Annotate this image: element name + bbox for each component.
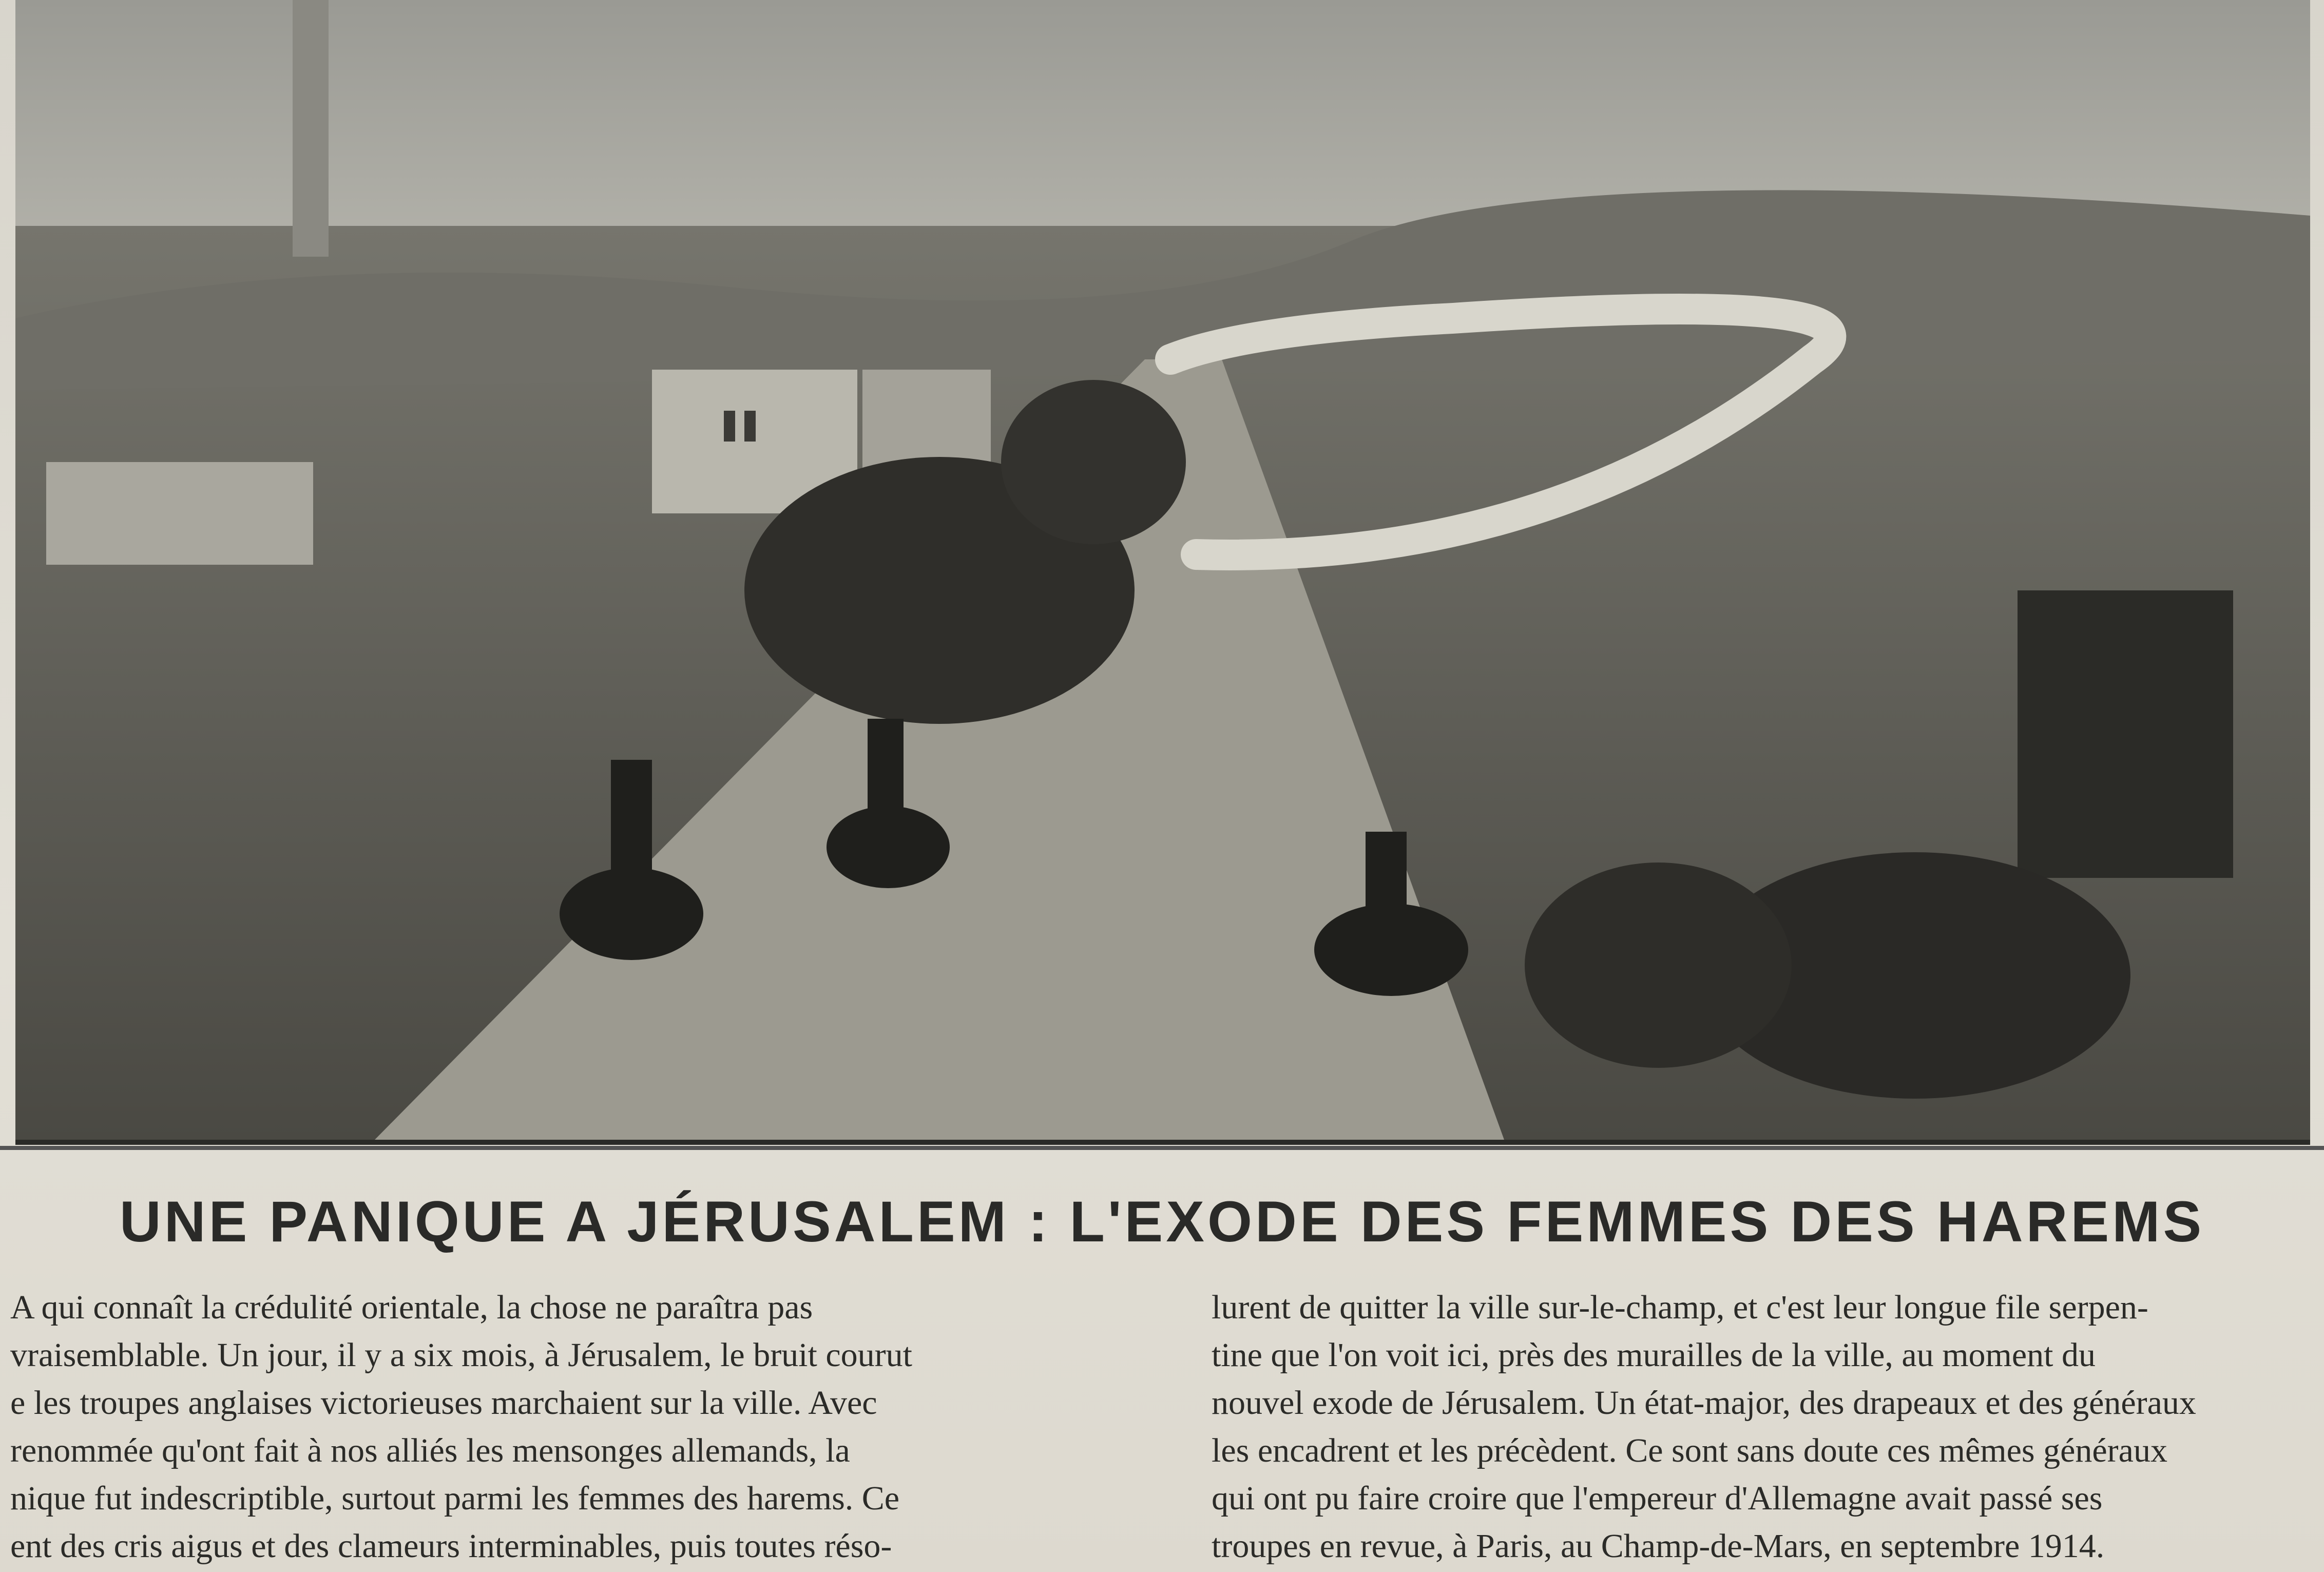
article-column-left [10,1283,1135,1570]
photo-illustration [15,0,2310,1140]
text-line: renommée qu'ont fait à nos alliés les mensonges allemands, la [10,1432,850,1469]
text-line: lurent de quitter la ville sur-le-champ, et c'est leur longue file serpen- [1212,1289,2148,1326]
text-line: nouvel exode de Jérusalem. Un état-major, des drapeaux et des généraux [1212,1384,2196,1422]
text-line: tine que l'on voit ici, près des murailles de la ville, au moment du [1212,1336,2096,1374]
text-line: ent des cris aigus et des clameurs interminables, puis toutes réso- [10,1527,892,1565]
divider-rule [0,1146,2324,1150]
text-line: A qui connaît la crédulité orientale, la chose ne paraîtra pas [10,1289,813,1326]
text-line: e les troupes anglaises victorieuses marchaient sur la ville. Avec [10,1384,877,1422]
text-line: les encadrent et les précèdent. Ce sont sans doute ces mêmes généraux [1212,1432,2167,1469]
photograph [15,0,2310,1145]
text-line: vraisemblable. Un jour, il y a six mois, à Jérusalem, le bruit courut [10,1336,912,1374]
article-column-right [1212,1283,2310,1570]
text-line: qui ont pu faire croire que l'empereur d'Allemagne avait passé ses [1212,1480,2103,1517]
text-line: troupes en revue, à Paris, au Champ-de-Mars, en septembre 1914. [1212,1527,2105,1565]
headline: UNE PANIQUE A JÉRUSALEM : L'EXODE DES FEMMES DES HAREMS [119,1190,2205,1254]
text-line: nique fut indescriptible, surtout parmi les femmes des harems. Ce [10,1480,900,1517]
